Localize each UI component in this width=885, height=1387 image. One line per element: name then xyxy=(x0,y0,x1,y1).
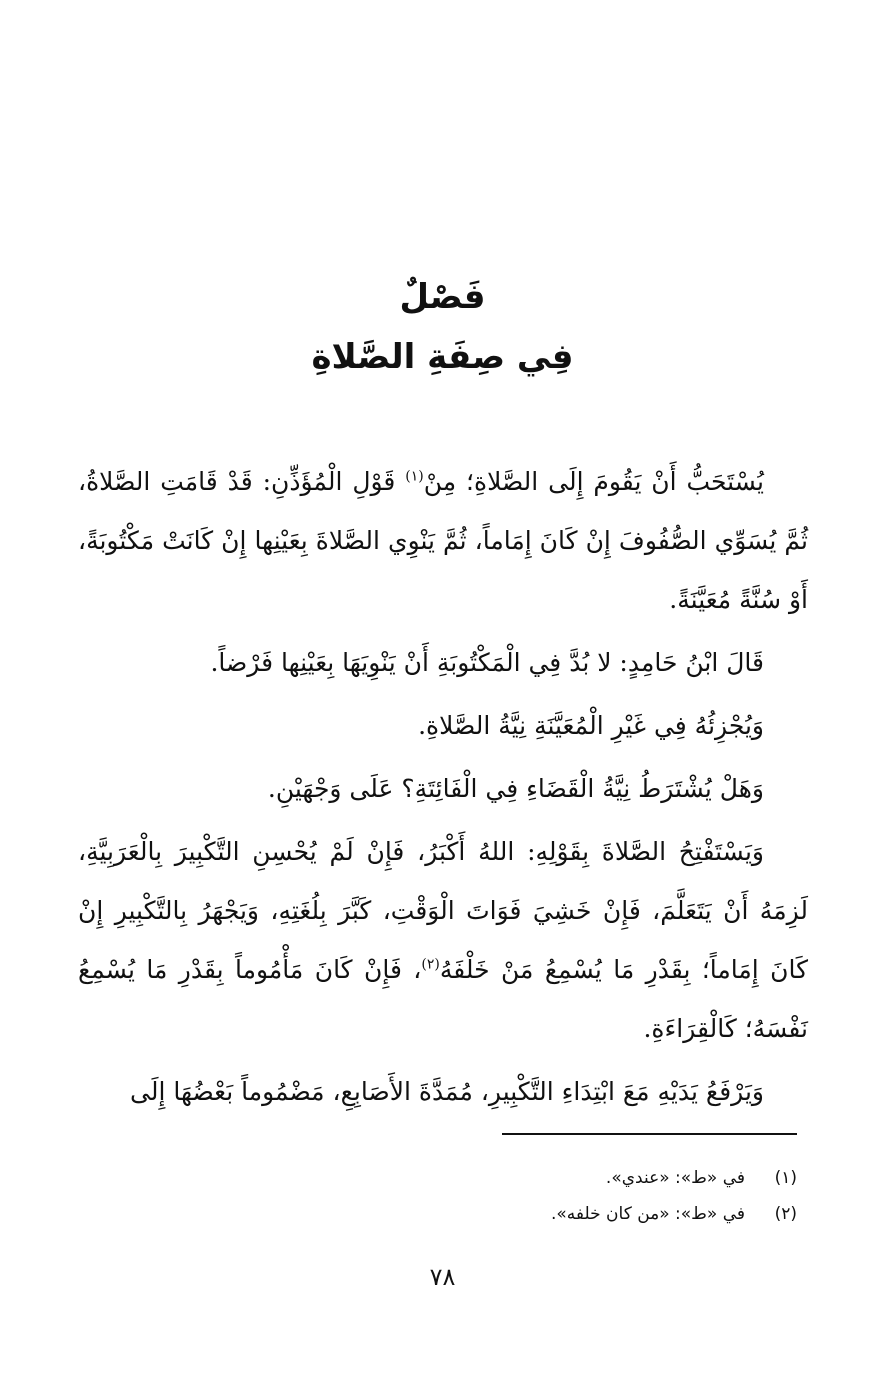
paragraph-5-part-1: وَيَسْتَفْتِحُ الصَّلاةَ بِقَوْلِهِ: اللهُ أَكْبَرُ، فَإِنْ لَمْ يُحْسِنِ التَّكْبِيرَ بِالْعَرَبِيَّةِ، لَزِمَهُ أَنْ يَتَعَلَّمَ، فَإِنْ خَشِيَ فَوَاتَ الْوَقْتِ، كَبَّرَ بِلُغَتِهِ، وَيَجْهَرُ بِالتَّكْبِيرِ إِنْ كَانَ إِمَاماً؛ بِقَدْرِ مَا يُسْمِعُ مَنْ خَلْفَهُ xyxy=(78,837,808,984)
paragraph-1-part-1: يُسْتَحَبُّ أَنْ يَقُومَ إِلَى الصَّلاةِ؛ مِنْ xyxy=(423,467,764,496)
main-text xyxy=(78,452,808,1125)
footnote-divider xyxy=(502,1133,797,1135)
footnote-marker-2: (٢) xyxy=(421,956,440,973)
footnote-1-number: (١) xyxy=(774,1168,797,1188)
footnote-2-number: (٢) xyxy=(774,1204,797,1224)
footnote-1-text: في «ط»: «عندي». xyxy=(605,1168,745,1188)
paragraph-5-part-2: ، فَإِنْ كَانَ مَأْمُوماً بِقَدْرِ مَا يُسْمِعُ نَفْسَهُ؛ كَالْقِرَاءَةِ. xyxy=(78,955,808,1043)
footnote-2-text: في «ط»: «من كان خلفه». xyxy=(550,1204,745,1224)
paragraph-1-part-2: قَوْلِ الْمُؤَذِّنِ: قَدْ قَامَتِ الصَّلاةُ، ثُمَّ يُسَوِّي الصُّفُوفَ إِنْ كَانَ إِمَاماً، ثُمَّ يَنْوِي الصَّلاةَ بِعَيْنِها إِنْ كَانَتْ مَكْتُوبَةً، أَوْ سُنَّةً مُعَيَّنَةً. xyxy=(78,467,808,614)
paragraph-1 xyxy=(78,452,808,629)
paragraph-4: وَهَلْ يُشْتَرَطُ نِيَّةُ الْقَضَاءِ فِي الْفَائِتَةِ؟ عَلَى وَجْهَيْنِ. xyxy=(267,774,764,803)
footnote-1 xyxy=(77,1160,797,1196)
paragraph-5 xyxy=(78,822,808,1058)
page-number: ٧٨ xyxy=(429,1263,456,1291)
paragraph-2: قَالَ ابْنُ حَامِدٍ: لا بُدَّ فِي الْمَكْتُوبَةِ أَنْ يَنْوِيَهَا بِعَيْنِها فَرْضاً. xyxy=(210,648,764,677)
footnotes xyxy=(77,1160,797,1232)
footnote-marker-1: (١) xyxy=(405,468,424,485)
footnote-2 xyxy=(77,1196,797,1232)
paragraph-3: وَيُجْزِئُهُ فِي غَيْرِ الْمُعَيَّنَةِ نِيَّةُ الصَّلاةِ. xyxy=(418,711,764,740)
section-subtitle: فِي صِفَةِ الصَّلاةِ xyxy=(311,337,574,377)
paragraph-6: وَيَرْفَعُ يَدَيْهِ مَعَ ابْتِدَاءِ التَّكْبِيرِ، مُمَدَّةَ الأَصَابِعِ، مَضْمُوماً بَعْضُهَا إِلَى xyxy=(129,1077,764,1106)
section-title: فَصْلٌ xyxy=(399,277,486,317)
